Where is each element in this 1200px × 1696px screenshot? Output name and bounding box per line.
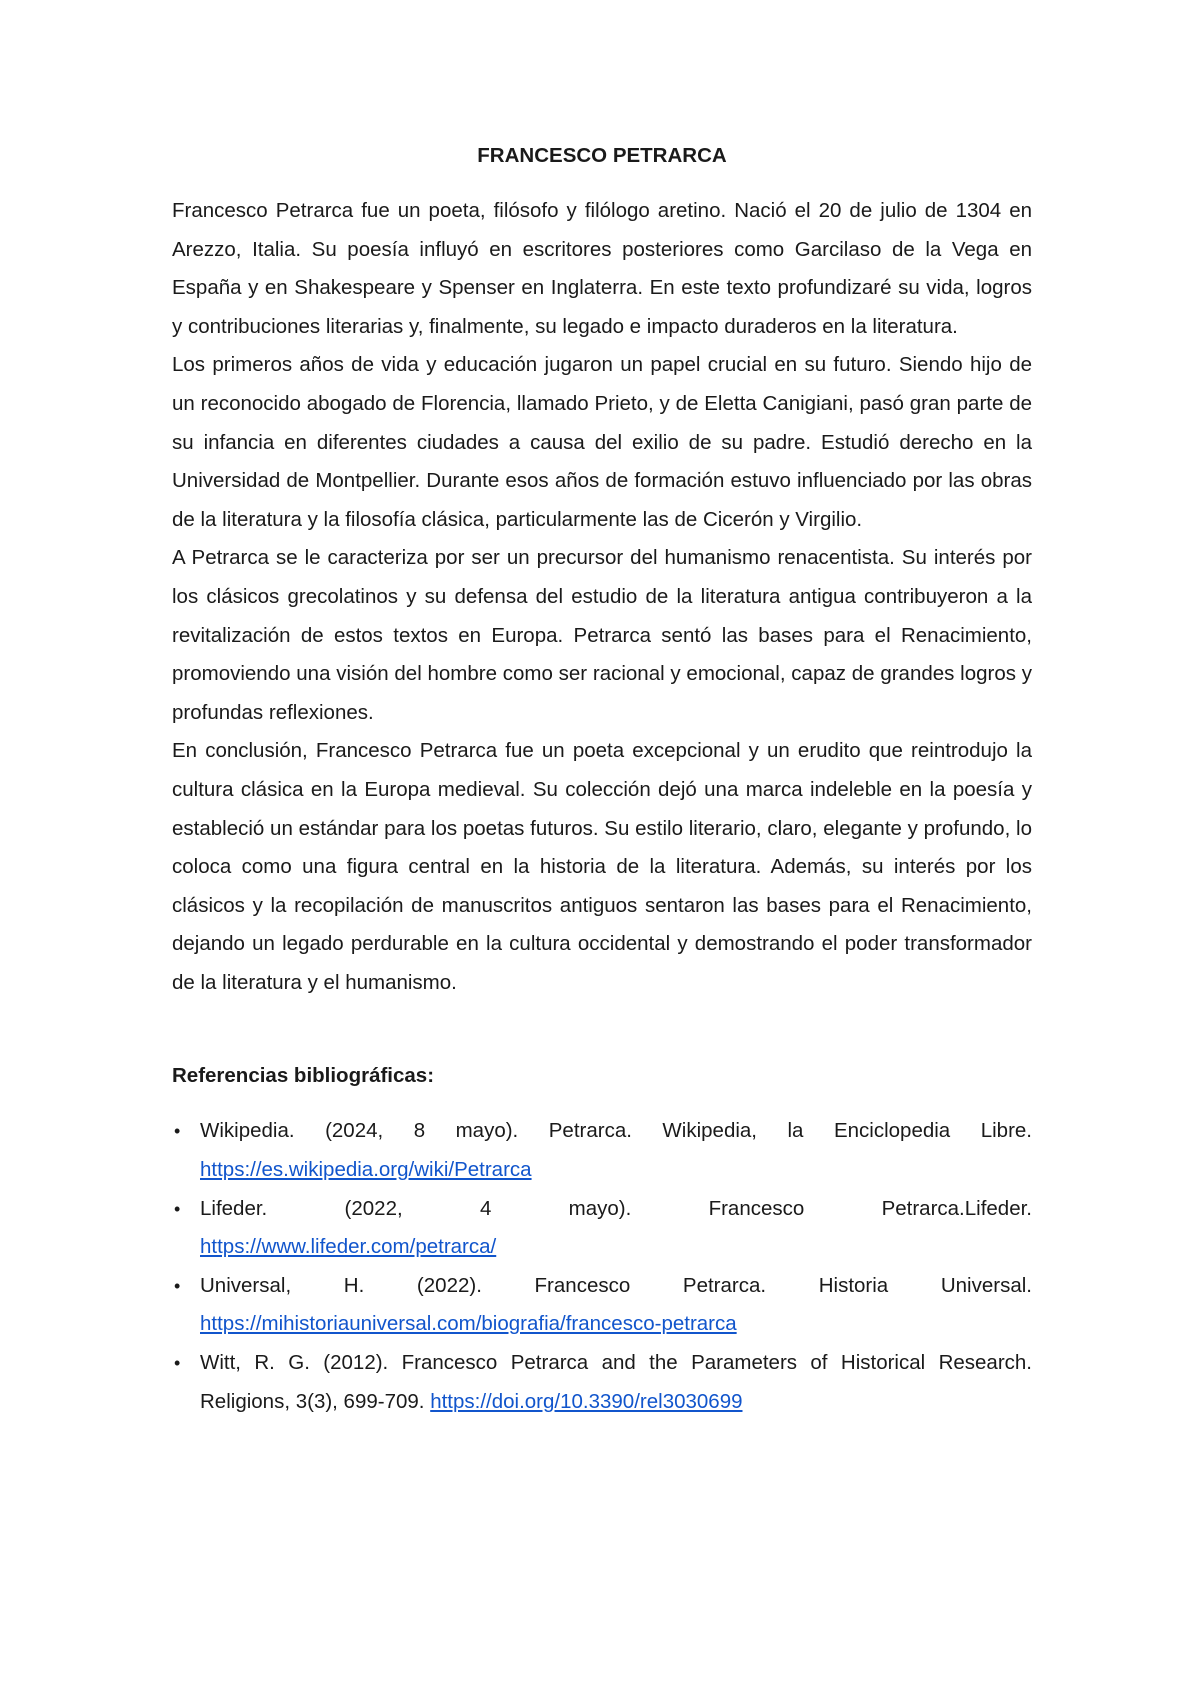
reference-link[interactable]: https://mihistoriauniversal.com/biografia/francesco-petrarca [200, 1312, 737, 1336]
bullet-icon: • [174, 1198, 181, 1219]
document-title: FRANCESCO PETRARCA [477, 144, 727, 167]
reference-text: Lifeder. (2022, 4 mayo). Francesco Petrarca.Lifeder. [200, 1196, 1032, 1220]
reference-link[interactable]: https://www.lifeder.com/petrarca/ [200, 1235, 497, 1259]
reference-link[interactable]: https://es.wikipedia.org/wiki/Petrarca [200, 1158, 532, 1182]
paragraph-intro: Francesco Petrarca fue un poeta, filósofo y filólogo aretino. Nació el 20 de julio de 1304 en Arezzo, Italia. Su poesía influyó en escritores posteriores como Garcilaso de la Vega en España y en Shakespeare y Spenser en Inglaterra. En este texto profundizaré su vida, logros y contribuciones literarias y, finalmente, su legado e impacto duraderos en la literatura. [172, 199, 1032, 338]
references-list [172, 1112, 1032, 1421]
reference-item [172, 1267, 1032, 1344]
reference-link[interactable]: https://doi.org/10.3390/rel3030699 [430, 1389, 743, 1413]
reference-item [172, 1344, 1032, 1421]
reference-text-with-link [200, 1344, 1032, 1421]
paragraph-early-life: Los primeros años de vida y educación jugaron un papel crucial en su futuro. Siendo hijo de un reconocido abogado de Florencia, llamado Prieto, y de Eletta Canigiani, pasó gran parte de su infancia en diferentes ciudades a causa del exilio de su padre. Estudió derecho en la Universidad de Montpellier. Durante esos años de formación estuvo influenciado por las obras de la literatura y la filosofía clásica, particularmente las de Cicerón y Virgilio. [172, 353, 1032, 531]
reference-item [172, 1190, 1032, 1267]
references-heading: Referencias bibliográficas: [172, 1064, 435, 1088]
document-body [172, 142, 1032, 1421]
reference-text: Witt, R. G. (2012). Francesco Petrarca and the Parameters of Historical Research. Religions, 3(3), 699-709. [200, 1351, 1032, 1413]
paragraph-conclusion: En conclusión, Francesco Petrarca fue un poeta excepcional y un erudito que reintrodujo la cultura clásica en la Europa medieval. Su colección dejó una marca indeleble en la poesía y estableció un estándar para los poetas futuros. Su estilo literario, claro, elegante y profundo, lo coloca como una figura central en la historia de la literatura. Además, su interés por los clásicos y la recopilación de manuscritos antiguos sentaron las bases para el Renacimiento, dejando un legado perdurable en la cultura occidental y demostrando el poder transformador de la literatura y el humanismo. [172, 739, 1032, 994]
reference-text: Wikipedia. (2024, 8 mayo). Petrarca. Wikipedia, la Enciclopedia Libre. [200, 1119, 1032, 1143]
bullet-icon: • [174, 1275, 181, 1296]
paragraph-humanism: A Petrarca se le caracteriza por ser un precursor del humanismo renacentista. Su interés por los clásicos grecolatinos y su defensa del estudio de la literatura antigua contribuyeron a la revitalización de estos textos en Europa. Petrarca sentó las bases para el Renacimiento, promoviendo una visión del hombre como ser racional y emocional, capaz de grandes logros y profundas reflexiones. [172, 546, 1032, 724]
bullet-icon: • [174, 1121, 181, 1142]
bullet-icon: • [174, 1353, 181, 1374]
reference-item [172, 1112, 1032, 1189]
reference-text: Universal, H. (2022). Francesco Petrarca. Historia Universal. [200, 1273, 1032, 1297]
